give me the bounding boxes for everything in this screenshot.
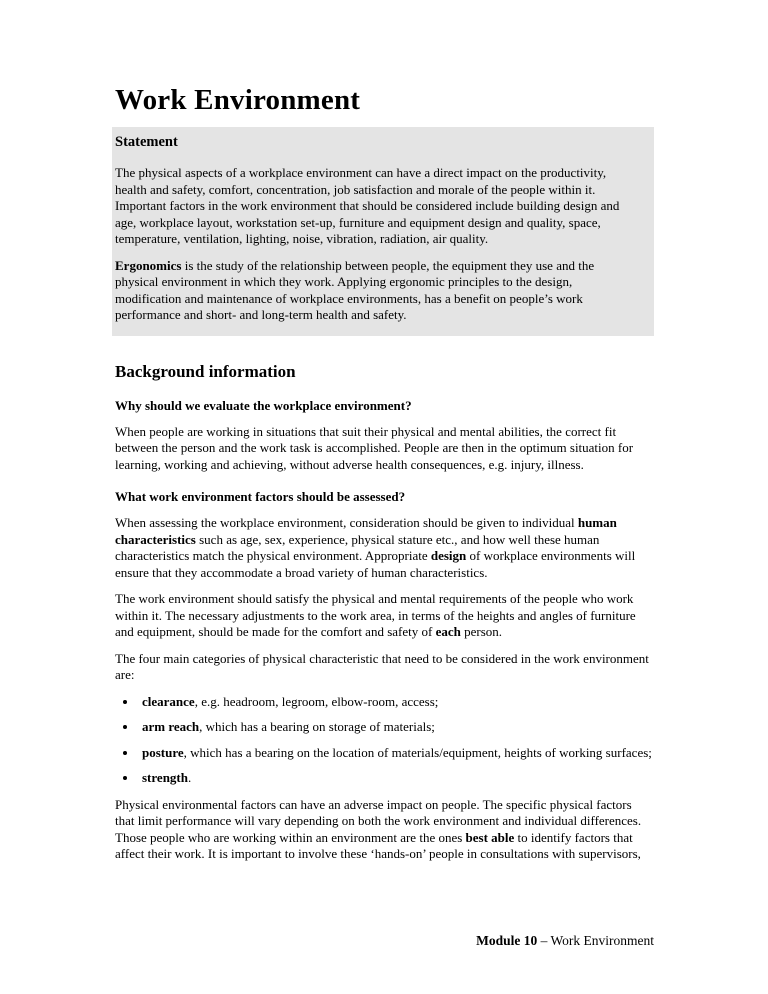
- characteristics-list: [115, 694, 654, 787]
- question-heading-evaluate: Why should we evaluate the workplace environment?: [115, 397, 412, 413]
- statement-box: [112, 127, 654, 336]
- background-paragraph-1: When people are working in situations that suit their physical and mental abilities, the correct fit between the person and the work task is accomplished. People are then in the optimum situation for learning, working and achieving, without adverse health consequences, e.g. injury, illness.: [115, 423, 634, 472]
- list-item-clearance: • clearance, e.g. headroom, legroom, elbow-room, access;: [138, 694, 654, 711]
- background-heading: Background information: [115, 361, 296, 381]
- statement-heading: Statement: [115, 134, 178, 150]
- statement-paragraph-1: The physical aspects of a workplace environment can have a direct impact on the productivity, health and safety, comfort, concentration, job satisfaction and morale of the people within it. Important factors in the work environment that should be considered include building design and age, workplace layout, workstation set-up, furniture and equipment design and quality, space, temperature, ventilation, lighting, noise, vibration, radiation, air quality.: [115, 165, 620, 246]
- list-item-posture: • posture, which has a bearing on the location of materials/equipment, heights of working surfaces;: [138, 745, 654, 762]
- background-paragraph-2: When assessing the workplace environment, consideration should be given to individual human characteristics such as age, sex, experience, physical stature etc., and how well these human characteristics match the physical environment. Appropriate design of workplace environments will ensure that they accommodate a broad variety of human characteristics.: [115, 515, 636, 580]
- background-paragraph-5: Physical environmental factors can have an adverse impact on people. The specific physical factors that limit performance will vary depending on both the work environment and individual differences. Those people who are working within an environment are the ones best able to identify factors that affect their work. It is important to involve these ‘hands-on’ people in consultations with supervisors,: [115, 796, 642, 861]
- list-item-strength: • strength.: [138, 770, 654, 787]
- statement-paragraph-2: Ergonomics is the study of the relationship between people, the equipment they use and the physical environment in which they work. Applying ergonomic principles to the design, modification and maintenance of workplace environments, has a benefit on people’s work performance and short- and long-term health and safety.: [115, 257, 595, 322]
- background-paragraph-3: The work environment should satisfy the physical and mental requirements of the people who work within it. The necessary adjustments to the work area, in terms of the heights and angles of furniture and equipment, should be made for the comfort and safety of each person.: [115, 591, 636, 639]
- page-footer: Module 10 – Work Environment: [476, 933, 654, 948]
- list-item-arm-reach: • arm reach, which has a bearing on storage of materials;: [138, 719, 654, 736]
- page-title: Work Environment: [115, 84, 361, 116]
- background-paragraph-4: The four main categories of physical characteristic that need to be considered in the work environment are:: [115, 650, 649, 682]
- question-heading-factors: What work environment factors should be assessed?: [115, 489, 406, 504]
